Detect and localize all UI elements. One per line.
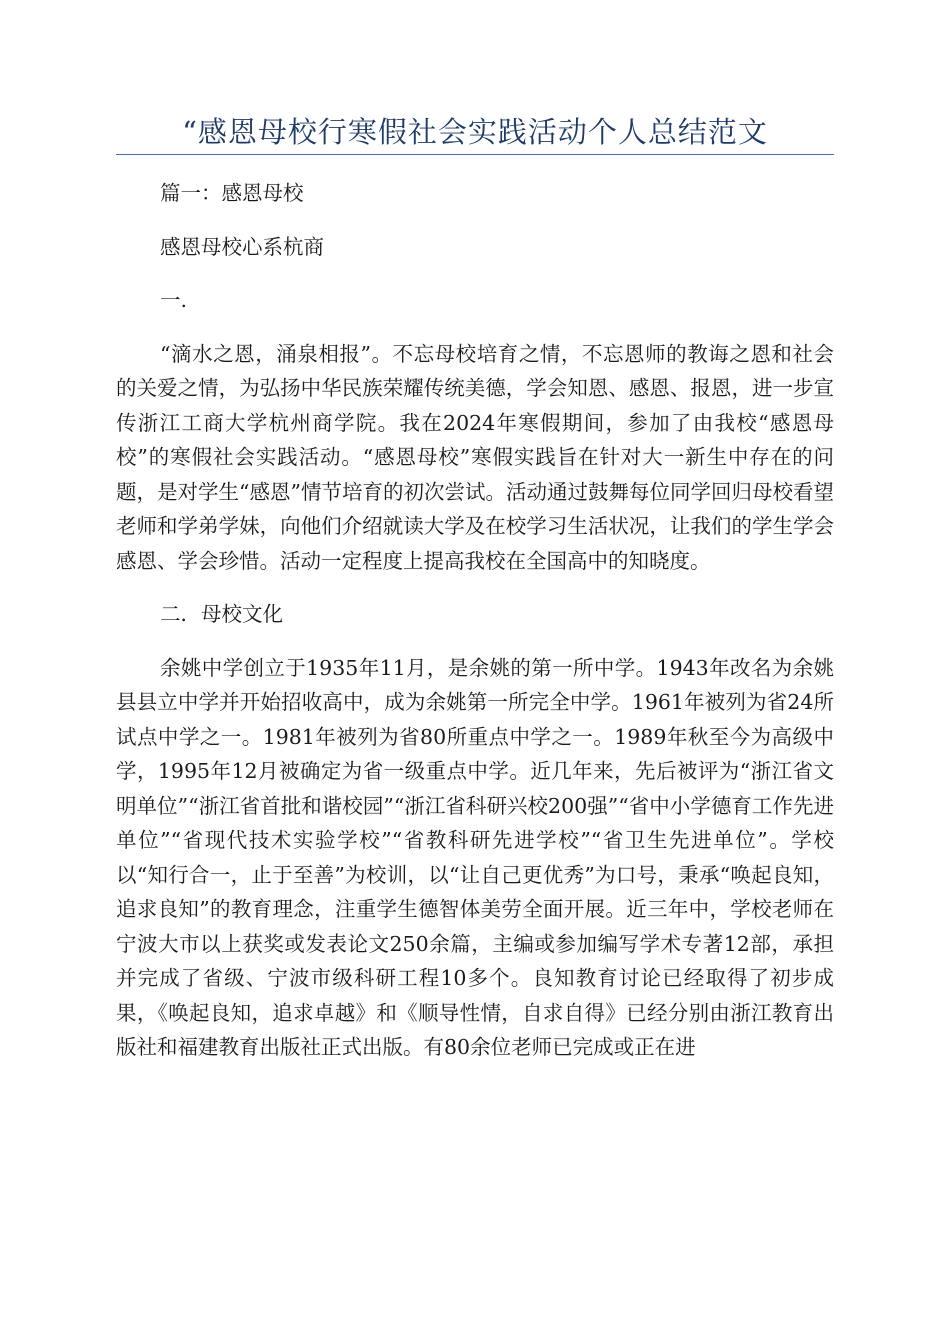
heading-two: 二．母校文化 xyxy=(160,602,283,626)
paragraph-intro: “滴水之恩，涌泉相报”。不忘母校培育之情，不忘恩师的教诲之恩和社会的关爱之情，为弘扬中华民族荣耀传统美德，学会知恩、感恩、报恩，进一步宣传浙江工商大学杭州商学院。我在2024年寒假期间，参加了由我校“感恩母校”的寒假社会实践活动。“感恩母校”寒假实践旨在针对大一新生中存在的问题，是对学生“感恩”情节培育的初次尝试。活动通过鼓舞每位同学回归母校看望老师和学弟学妹，向他们介绍就读大学及在校学习生活状况，让我们的学生学会感恩、学会珍惜。活动一定程度上提高我校在全国高中的知晓度。 xyxy=(116,341,834,573)
paragraph-school-culture: 余姚中学创立于1935年11月，是余姚的第一所中学。1943年改名为余姚县县立中学并开始招收高中，成为余姚第一所完全中学。1961年被列为省24所试点中学之一。1981年被列为省80所重点中学之一。1989年秋至今为高级中学，1995年12月被确定为省一级重点中学。近几年来，先后被评为“浙江省文明单位”“浙江省首批和谐校园”“浙江省科研兴校200强”“省中小学德育工作先进单位”“省现代技术实验学校”“省教科研先进学校”“省卫生先进单位”。学校以“知行合一，止于至善”为校训，以“让自己更优秀”为口号，秉承“唤起良知，追求良知”的教育理念，注重学生德智体美劳全面开展。近三年中，学校老师在宁波大市以上获奖或发表论文250余篇，主编或参加编写学术专著12部，承担并完成了省级、宁波市级科研工程10多个。良知教育讨论已经取得了初步成果，《唤起良知，追求卓越》和《顺导性情，自求自得》已经分别由浙江教育出版社和福建教育出版社正式出版。有80余位老师已完成或正在进 xyxy=(116,655,834,1059)
document-title: “感恩母校行寒假社会实践活动个人总结范文 xyxy=(182,115,768,149)
document-body xyxy=(116,176,834,1084)
subtitle: 感恩母校心系杭商 xyxy=(160,234,324,259)
section-heading: 篇一：感恩母校 xyxy=(160,181,304,205)
heading-one: 一. xyxy=(160,288,188,312)
title-underline xyxy=(116,154,834,155)
